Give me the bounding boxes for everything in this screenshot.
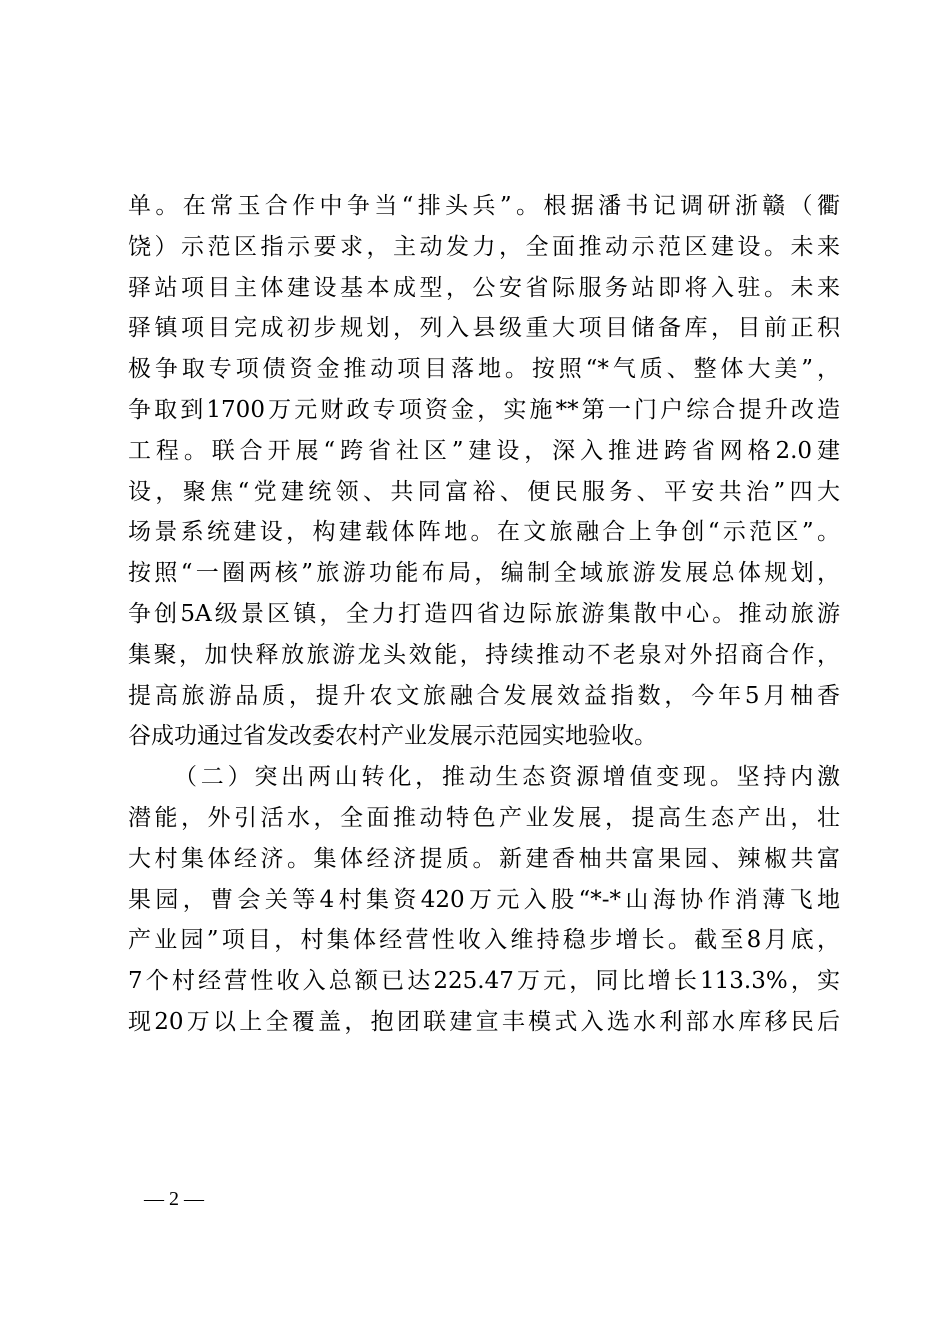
body-line: 潜能，外引活水，全面推动特色产业发展，提高生态产出，壮	[128, 804, 840, 831]
body-line: 大村集体经济。集体经济提质。新建香柚共富果园、辣椒共富	[128, 845, 840, 872]
body-line: 驿站项目主体建设基本成型，公安省际服务站即将入驻。未来	[128, 274, 840, 301]
body-line: 提高旅游品质，提升农文旅融合发展效益指数，今年5月柚香	[128, 682, 840, 709]
body-line: 按照“一圈两核”旅游功能布局，编制全域旅游发展总体规划，	[128, 560, 840, 587]
body-line: 集聚，加快释放旅游龙头效能，持续推动不老泉对外招商合作，	[128, 641, 840, 668]
body-line: 7个村经营性收入总额已达225.47万元，同比增长113.3%，实	[128, 968, 840, 995]
body-line: 设，聚焦“党建统领、共同富裕、便民服务、平安共治”四大	[128, 478, 840, 505]
body-line: 驿镇项目完成初步规划，列入县级重大项目储备库，目前正积	[128, 315, 840, 342]
body-line: 产业园”项目，村集体经营性收入维持稳步增长。截至8月底，	[128, 927, 840, 954]
body-line: 现20万以上全覆盖，抱团联建宣丰模式入选水利部水库移民后	[128, 1008, 840, 1035]
body-line: 争取到1700万元财政专项资金，实施**第一门户综合提升改造	[128, 396, 840, 423]
body-line: 极争取专项债资金推动项目落地。按照“*气质、整体大美”，	[128, 356, 840, 383]
body-line: 争创5A级景区镇，全力打造四省边际旅游集散中心。推动旅游	[128, 600, 840, 627]
body-line: 饶）示范区指示要求，主动发力，全面推动示范区建设。未来	[128, 233, 840, 260]
section-heading-line: （二）突出两山转化，推动生态资源增值变现。坚持内激	[174, 764, 840, 791]
body-line: 场景系统建设，构建载体阵地。在文旅融合上争创“示范区”。	[128, 519, 840, 546]
body-line: 果园，曹会关等4村集资420万元入股“*-*山海协作消薄飞地	[128, 886, 840, 913]
page-number: — 2 —	[144, 1188, 204, 1210]
body-line: 工程。联合开展“跨省社区”建设，深入推进跨省网格2.0建	[128, 437, 840, 464]
document-body	[128, 186, 840, 1043]
paragraph-end-line: 谷成功通过省发改委农村产业发展示范园实地验收。	[128, 723, 657, 750]
body-line: 单。在常玉合作中争当“排头兵”。根据潘书记调研浙赣（衢	[128, 193, 840, 219]
